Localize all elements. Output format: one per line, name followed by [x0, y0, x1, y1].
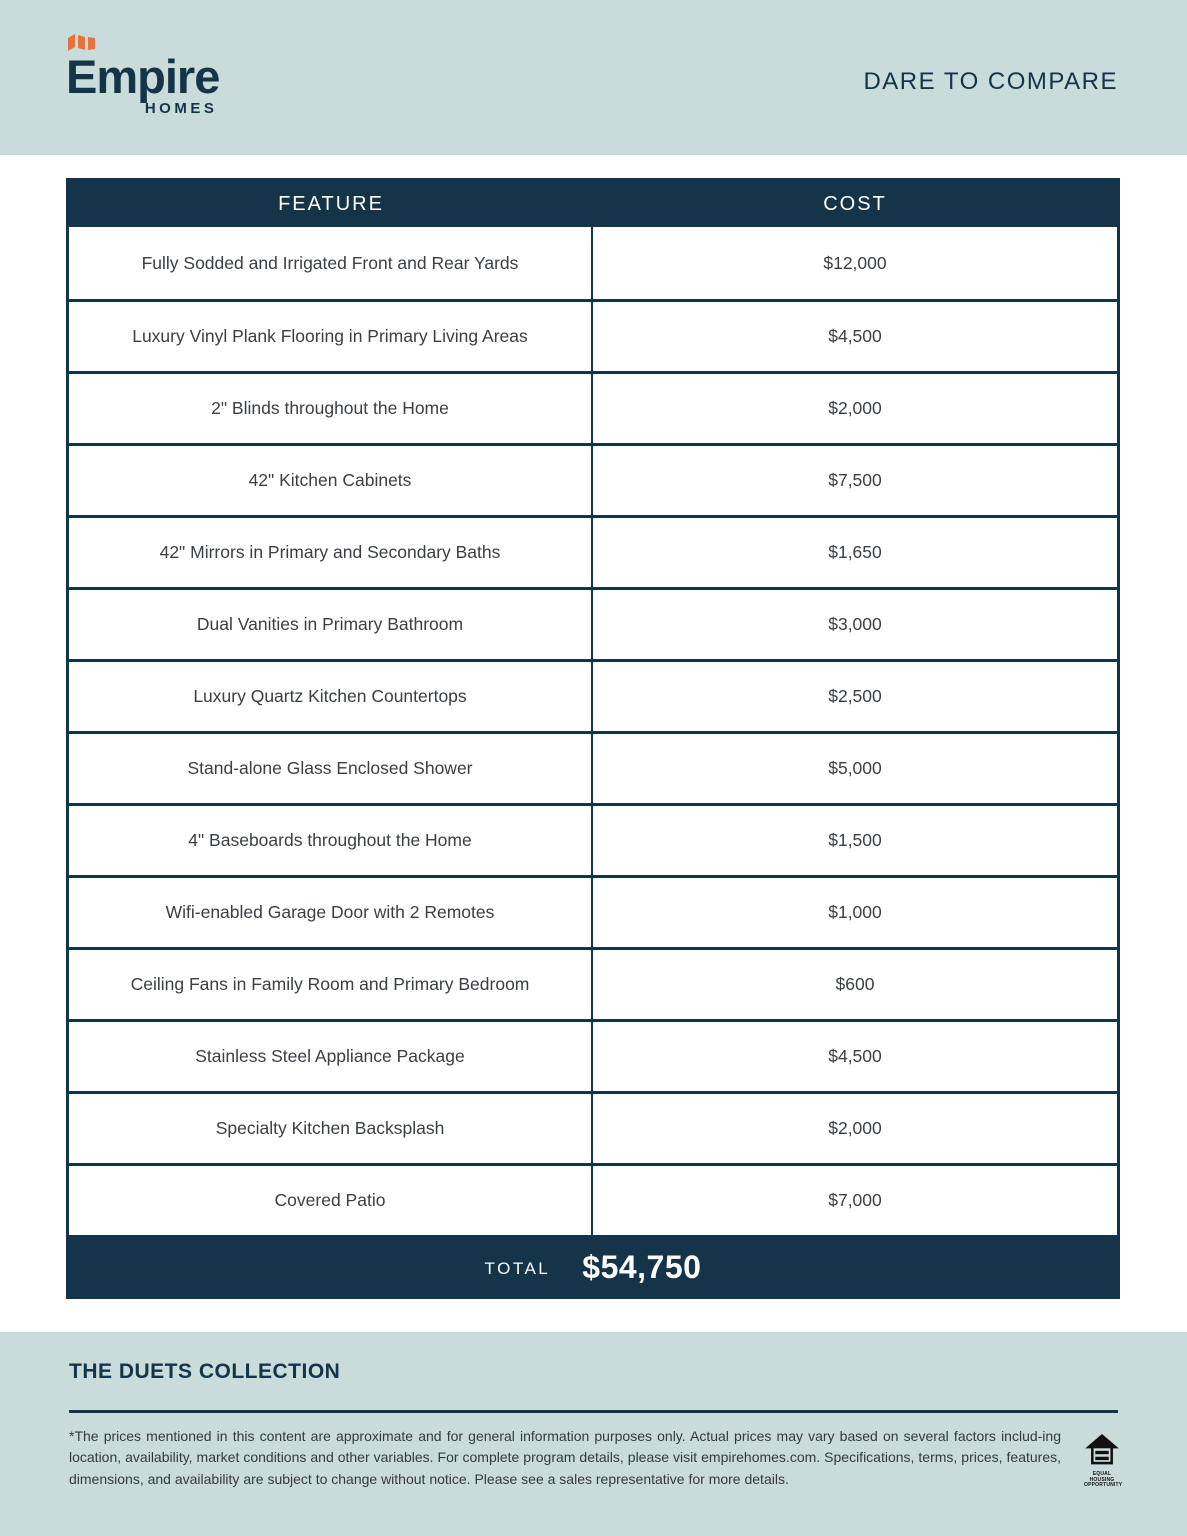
total-label: TOTAL [484, 1259, 551, 1278]
feature-cell: Covered Patio [69, 1166, 593, 1235]
logo-subtitle: HOMES [144, 100, 218, 117]
table-body [69, 227, 1117, 1235]
feature-cell: 4" Baseboards throughout the Home [69, 806, 593, 875]
feature-cell: Stand-alone Glass Enclosed Shower [69, 734, 593, 803]
cost-cell: $7,000 [828, 1190, 882, 1210]
feature-cell: 2" Blinds throughout the Home [69, 374, 593, 443]
table-row [69, 947, 1117, 1019]
cost-cell: $1,000 [828, 902, 882, 922]
cost-cell: $2,000 [828, 398, 882, 418]
feature-cell: Ceiling Fans in Family Room and Primary Bedroom [69, 950, 593, 1019]
equal-housing-icon [1085, 1434, 1119, 1466]
total-row [69, 1235, 1117, 1296]
cost-cell: $2,000 [828, 1118, 882, 1138]
cost-cell: $3,000 [828, 614, 882, 634]
table-row [69, 227, 1117, 299]
divider-rule [69, 1410, 1118, 1413]
feature-cell: Fully Sodded and Irrigated Front and Rear Yards [69, 227, 593, 299]
table-row [69, 803, 1117, 875]
cost-cell: $12,000 [823, 252, 887, 273]
table-row [69, 443, 1117, 515]
cost-cell: $1,650 [828, 542, 882, 562]
table-row [69, 515, 1117, 587]
cost-cell: $5,000 [828, 758, 882, 778]
cost-cell: $1,500 [828, 830, 882, 850]
equal-housing-label: EQUAL HOUSING OPPORTUNITY [1084, 1471, 1123, 1488]
feature-cell: Specialty Kitchen Backsplash [69, 1094, 593, 1163]
feature-cost-table [66, 178, 1120, 1299]
collection-title: THE DUETS COLLECTION [69, 1360, 341, 1383]
feature-cell: Luxury Quartz Kitchen Countertops [69, 662, 593, 731]
bottom-band [0, 1332, 1187, 1536]
table-row [69, 1163, 1117, 1235]
feature-cell: 42" Mirrors in Primary and Secondary Baths [69, 518, 593, 587]
cost-cell: $7,500 [828, 470, 882, 490]
cost-cell: $4,500 [828, 326, 882, 346]
table-row [69, 659, 1117, 731]
cost-column-header: COST [823, 192, 887, 215]
table-row [69, 731, 1117, 803]
disclaimer-text: *The prices mentioned in this content are approximate and for general information purposes only. Actual prices may vary based on several factors includ-ing location, availability, market conditions and other variables. For complete program details, please visit empirehomes.com. Specifications, terms, prices, features, dimensions, and availability are subject to change without notice. Please see a sales representative for more details. [69, 1428, 1061, 1487]
top-band [0, 0, 1187, 155]
table-row [69, 299, 1117, 371]
cost-cell: $2,500 [828, 686, 882, 706]
table-row [69, 371, 1117, 443]
table-row [69, 1091, 1117, 1163]
feature-cell: Luxury Vinyl Plank Flooring in Primary Living Areas [69, 302, 593, 371]
table-row [69, 1019, 1117, 1091]
feature-cell: 42" Kitchen Cabinets [69, 446, 593, 515]
empire-homes-logo [66, 34, 219, 116]
dare-to-compare-title: DARE TO COMPARE [863, 68, 1118, 95]
crown-icon [68, 34, 96, 51]
total-value: $54,750 [582, 1248, 702, 1285]
cost-cell: $4,500 [828, 1046, 882, 1066]
feature-cell: Wifi-enabled Garage Door with 2 Remotes [69, 878, 593, 947]
feature-cell: Dual Vanities in Primary Bathroom [69, 590, 593, 659]
equal-housing-opportunity-logo [1084, 1434, 1123, 1489]
cost-cell: $600 [835, 974, 875, 994]
table-header-row [69, 181, 1117, 227]
table-row [69, 587, 1117, 659]
logo-wordmark: Empire [66, 50, 220, 103]
feature-column-header: FEATURE [278, 192, 384, 215]
table-row [69, 875, 1117, 947]
feature-cell: Stainless Steel Appliance Package [69, 1022, 593, 1091]
